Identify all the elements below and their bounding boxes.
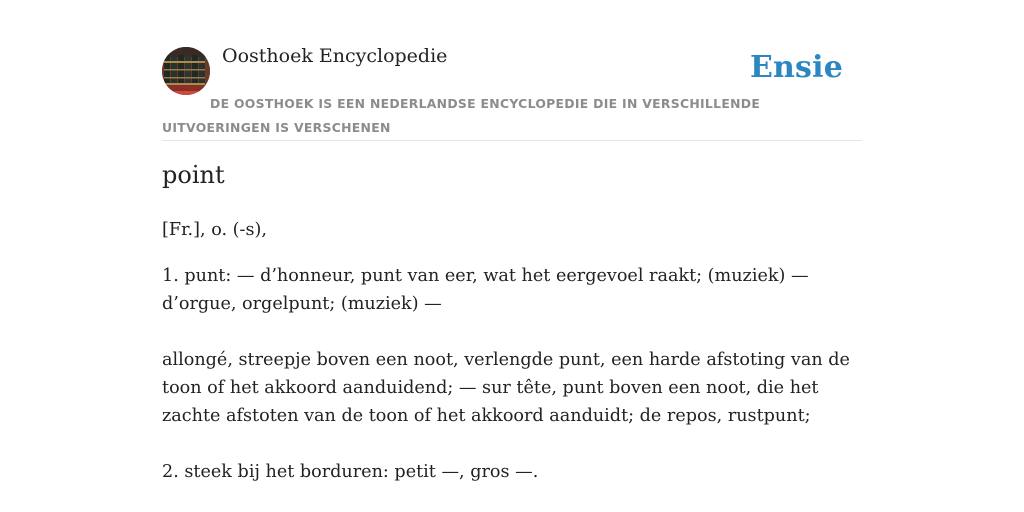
definition-paragraph: [Fr.], o. (-s), [162, 220, 267, 240]
article-container [162, 0, 862, 482]
definition-paragraph: 1. punt: — d’honneur, punt van eer, wat het eergevoel raakt; (muziek) — d’orgue, orgelpunt; (muziek) — [162, 266, 809, 314]
definition-paragraph: allongé, streepje boven een noot, verlengde punt, een harde afstoting van de toon of het akkoord aanduidend; — sur tête, punt boven een noot, die het zachte afstoten van de toon of het akkoord aanduidt; de repos, rustpunt; [162, 350, 850, 426]
article-header [162, 0, 862, 141]
source-name[interactable]: Oosthoek Encyclopedie [222, 45, 448, 67]
source-description: DE OOSTHOEK IS EEN NEDERLANDSE ENCYCLOPEDIE DIE IN VERSCHILLENDE UITVOERINGEN IS VERSCHENEN [162, 96, 761, 135]
definition-paragraph: 2. steek bij het borduren: petit —, gros —. [162, 462, 539, 482]
entry-definition [162, 216, 862, 504]
entry-term: point [162, 161, 225, 189]
source-avatar[interactable] [162, 47, 210, 95]
encyclopedia-books-icon [162, 47, 210, 95]
brand-logo[interactable]: Ensie [749, 50, 843, 85]
